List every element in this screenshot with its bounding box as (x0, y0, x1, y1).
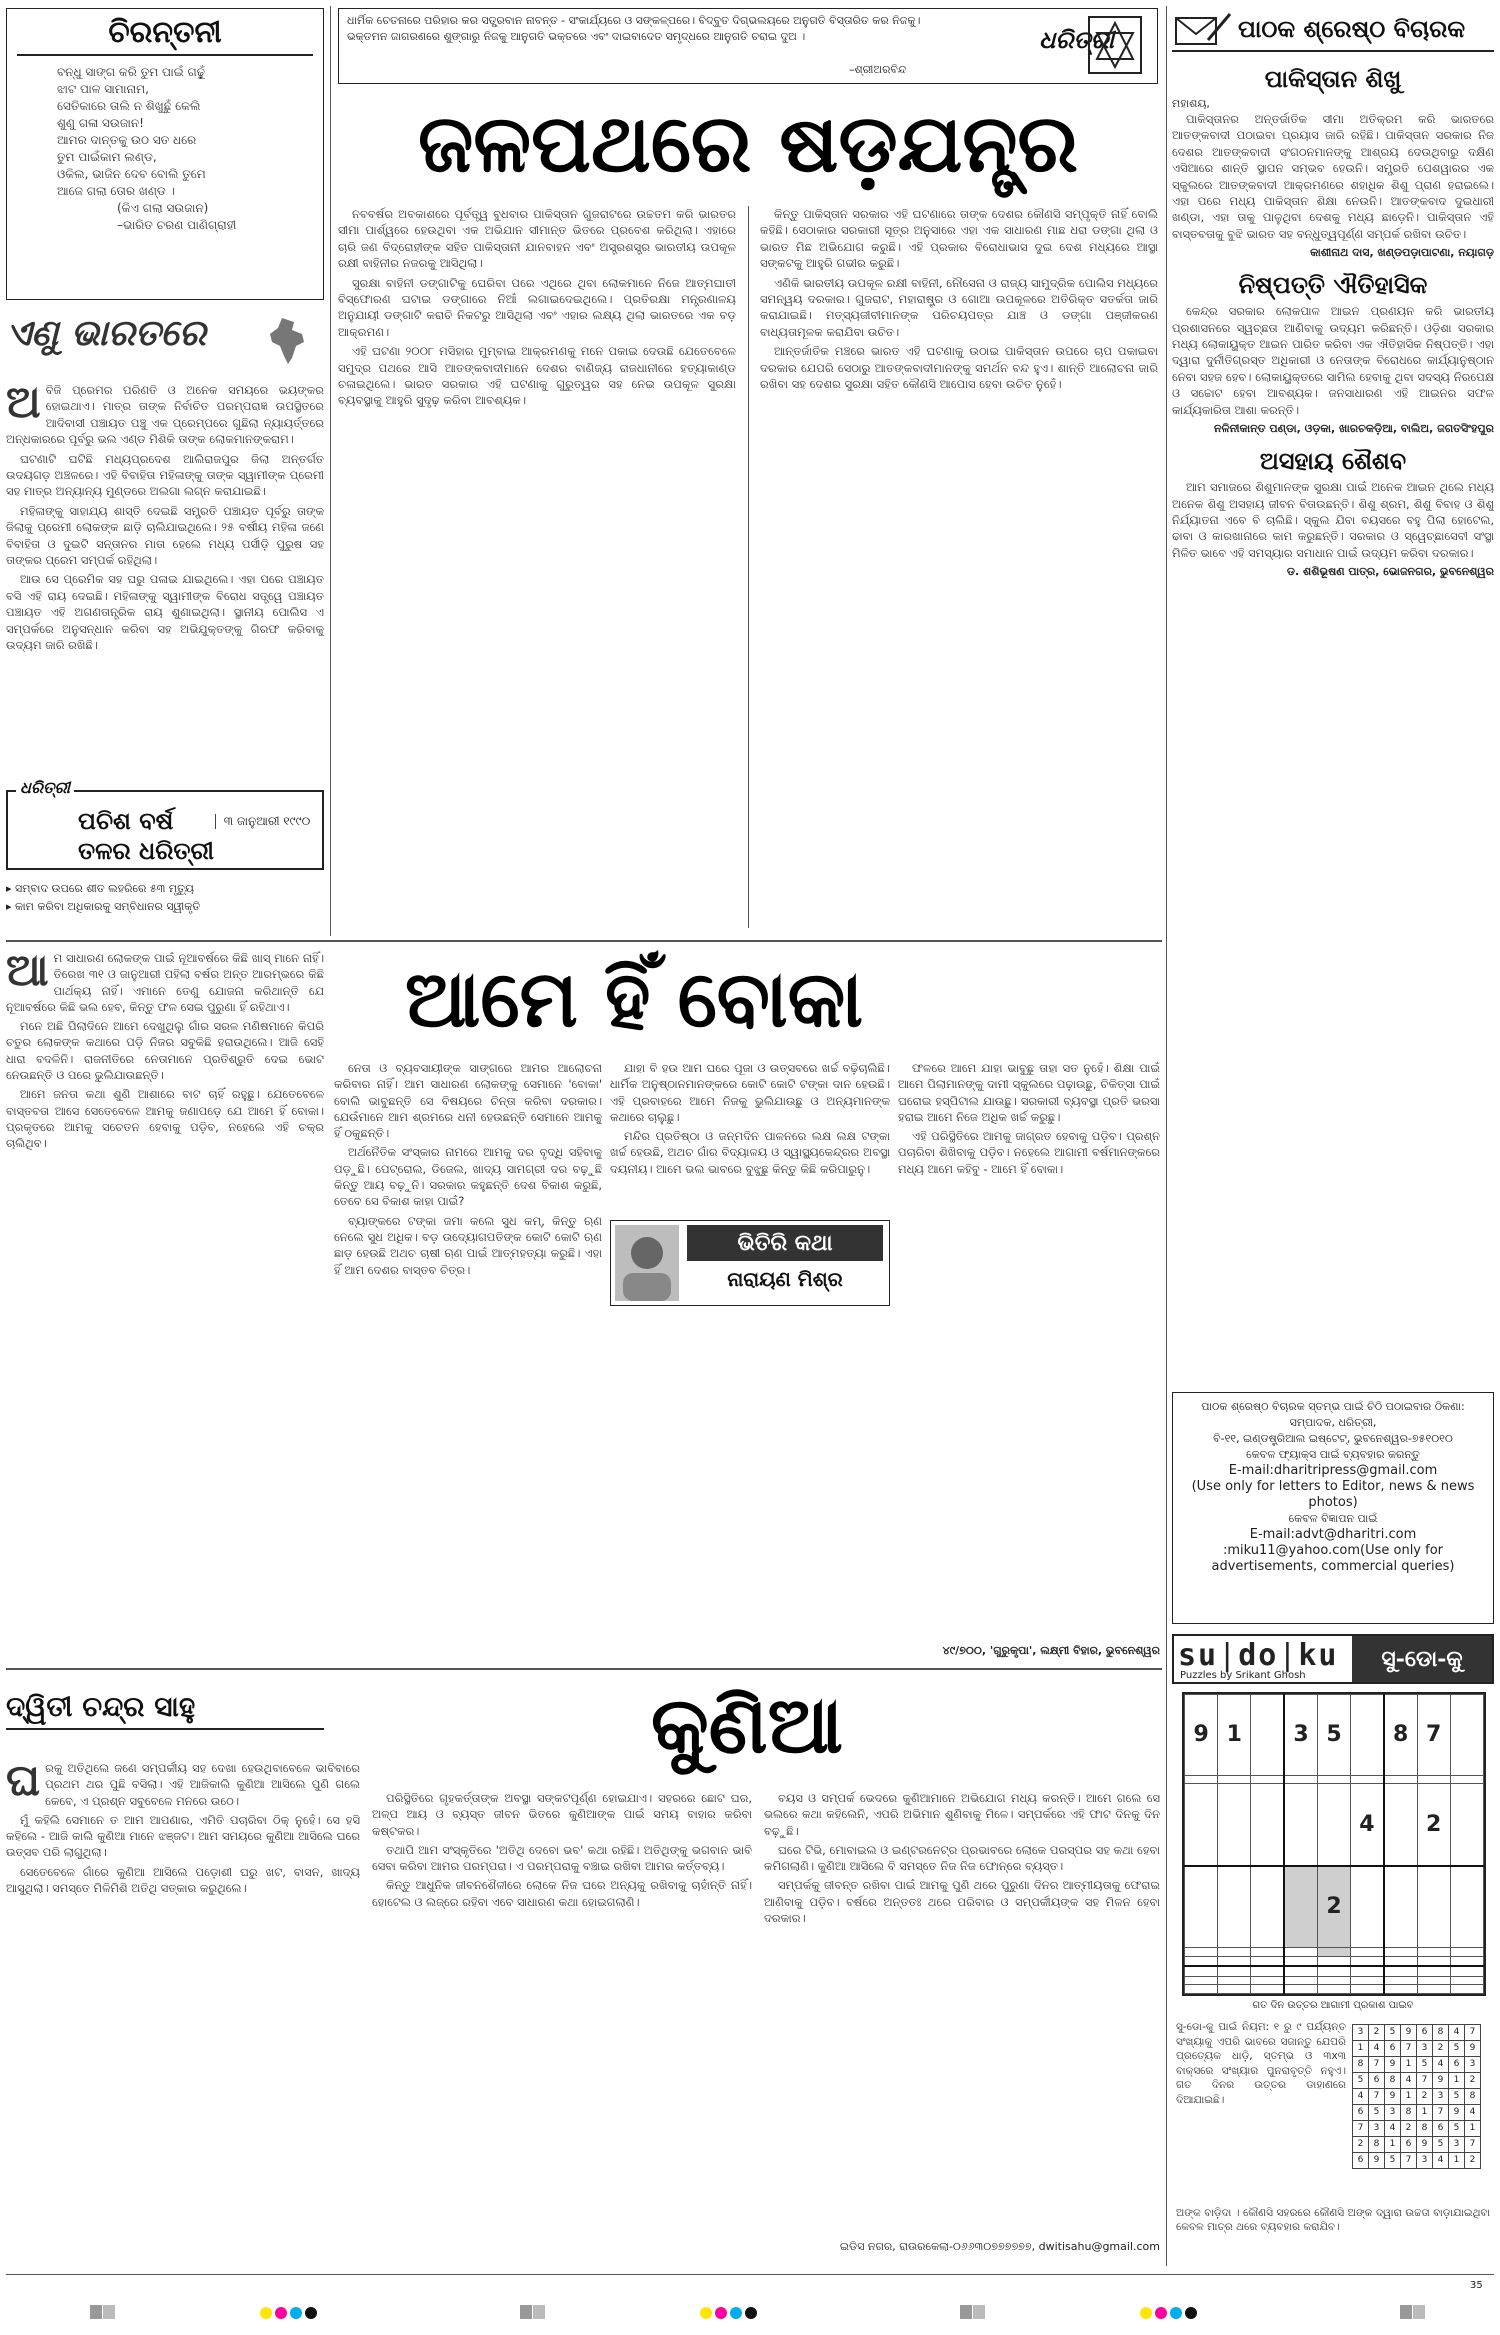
sudoku-cell[interactable] (1218, 1866, 1251, 1948)
chirantani-box (6, 8, 324, 300)
solution-cell: 7 (1433, 2105, 1449, 2121)
sudoku-cell[interactable] (1251, 1985, 1284, 1994)
contact-email-advt-note[interactable]: :miku11@yahoo.com(Use only for advertisements, commercial queries) (1211, 1543, 1455, 1574)
sudoku-cell[interactable] (1351, 1985, 1384, 1994)
sudoku-cell[interactable] (1384, 1976, 1417, 1985)
star-emblem-icon (1087, 15, 1143, 75)
ajibharat-logo (6, 312, 324, 372)
sudoku-cell[interactable]: 3 (1284, 1695, 1317, 1776)
sudoku-cell[interactable] (1317, 1966, 1350, 1976)
sudoku-cell[interactable] (1384, 1775, 1417, 1784)
sudoku-cell[interactable] (1351, 1956, 1384, 1966)
solution-cell: 3 (1433, 2089, 1449, 2105)
sudoku-cell[interactable] (1384, 1956, 1417, 1966)
sudoku-cell[interactable]: 7 (1417, 1695, 1450, 1776)
solution-cell: 7 (1417, 2073, 1433, 2089)
sudoku-cell[interactable] (1450, 1948, 1483, 1957)
editorial3-footer: ଇଡିସ ନଗର, ରାଉରକେଲା-୦୬୬୩୦୭୭୭୭୭୭, dwitisahu@gmail.com (839, 2240, 1160, 2253)
solution-cell: 3 (1417, 2153, 1433, 2169)
paragraph: ଆଉ ସେ ପ୍ରେମିକ ସହ ଘରୁ ପଳାଇ ଯାଇଥିଲେ। ଏହା ପରେ ପଞ୍ଚାୟତ ବସି ଏହି ରାୟ ଦେଇଛି। ମହିଳାଙ୍କୁ ସ୍ୱାମୀଙ୍କ ବିରୋଧ ସତ୍ତ୍ୱେ ପଞ୍ଚାୟତ ପଞ୍ଚାୟତ ଏହି ଅଗଣତାନ୍ତ୍ରିକ ରାୟ ଶୁଣାଇଥିଲା। ସ୍ଥାନୀୟ ପୋଲିସ ଏ ସମ୍ପର୍କରେ ଅନୁସନ୍ଧାନ କରିବା ସହ ଅଭିଯୁକ୍ତଙ୍କୁ ଗିରଫ କରିବାକୁ ଉଦ୍ୟମ ଜାରି ରଖିଛି। (6, 572, 324, 653)
poem-line: ଝାଟ ପାଳ ସାମାନାମ, (57, 82, 149, 96)
letter-body: ପାକିସ୍ତାନର ଅନ୍ତର୍ଜାତିକ ସୀମା ଅତିକ୍ରମ କରି ଭାରତରେ ଆତଙ୍କବାଦୀ ପଠାଇବା ପ୍ରୟାସ ଜାରି ରହିଛି। ପାକିସ୍ତାନ ସରକାର ନିଜ ଦେଶର ଆତଙ୍କବାଦୀ ସଂଗଠନମାନଙ୍କୁ ଆଶ୍ରୟ ଦେଉଥିବାରୁ ଦକ୍ଷିଣ ଏସିଆରେ ଶାନ୍ତି ସ୍ଥାପନ ସମ୍ଭବ ହେଉନି। ସମ୍ପ୍ରତି ପେଶୱାରର ଏକ ସ୍କୁଲରେ ଆତଙ୍କବାଦୀ ଆକ୍ରମଣରେ ଶହାଧିକ ଶିଶୁ ପ୍ରାଣ ହରାଇଲେ। ଏହା ପରେ ମଧ୍ୟ ପାକିସ୍ତାନ ଶିକ୍ଷା ନେଉନି। ଆତଙ୍କବାଦ ଦୁଇଧାରୀ ଖଣ୍ଡା, ଏହା ତାକୁ ପାଳୁଥିବା ଦେଶକୁ ମଧ୍ୟ ଛାଡ଼େନି। ପାକିସ୍ତାନ ଏହି ବାସ୍ତବତାକୁ ବୁଝି ଭାରତ ସହ ବନ୍ଧୁତ୍ୱପୂର୍ଣ୍ଣ ସମ୍ପର୍କ ରଖିବା ଉଚିତ। (1172, 112, 1494, 241)
solution-cell: 5 (1449, 2089, 1465, 2105)
solution-cell: 8 (1353, 2057, 1369, 2073)
solution-cell: 1 (1353, 2041, 1369, 2057)
solution-cell: 9 (1433, 2073, 1449, 2089)
sudoku-cell[interactable] (1218, 1948, 1251, 1957)
solution-cell: 2 (1465, 2153, 1481, 2169)
solution-cell: 8 (1433, 2025, 1449, 2041)
solution-cell: 9 (1401, 2025, 1417, 2041)
sudoku-cell[interactable] (1284, 1956, 1317, 1966)
paragraph: ଘରେ ଟିଭି, ମୋବାଇଲ ଓ ଇଣ୍ଟରନେଟ୍‌ର ପ୍ରଭାବରେ ଲୋକେ ପରସ୍ପର ସହ କଥା ହେବା କମିଗଲାଣି। କୁଣିଆ ଆସିଲେ ବି ସମସ୍ତେ ନିଜ ନିଜ ଫୋନ୍‌ରେ ବ୍ୟସ୍ତ। (764, 1842, 1160, 1874)
bullet-item (6, 880, 324, 898)
sudoku-cell[interactable] (1284, 1948, 1317, 1957)
solution-cell: 7 (1353, 2121, 1369, 2137)
editorial3-column-2 (372, 1790, 752, 2256)
paragraph: ଏଣିକି ଭାରତୀୟ ଉପକୂଳ ରକ୍ଷୀ ବାହିନୀ, ନୌସେନା ଓ ରାଜ୍ୟ ସାମୁଦ୍ରିକ ପୋଲିସ ମଧ୍ୟରେ ସମନ୍ୱୟ ଦରକାର। ଗୁଜରାଟ, ମହାରାଷ୍ଟ୍ର ଓ ଗୋଆ ଉପକୂଳରେ ଅତିରିକ୍ତ ସତର୍କତା ଜାରି କରାଯାଇଛି। ମତ୍ସ୍ୟଜୀବୀମାନଙ୍କ ପରିଚୟପତ୍ର ଯାଞ୍ଚ ଓ ଡଙ୍ଗା ପଞ୍ଜୀକରଣ ବାଧ୍ୟତାମୂଳକ କରାଯିବା ଉଚିତ। (760, 275, 1158, 339)
paragraph: ସୁରକ୍ଷା ବାହିନୀ ଡଙ୍ଗାଟିକୁ ଘେରିବା ପରେ ଏଥିରେ ଥିବା ଲୋକମାନେ ନିଜେ ଆତ୍ମଘାତୀ ବିସ୍ଫୋରଣ ଘଟାଇ ଡଙ୍ଗାରେ ନିଆଁ ଲଗାଇଦେଇଥିଲେ। ପ୍ରତିରକ୍ଷା ମନ୍ତ୍ରଣାଳୟ ଅନୁଯାୟୀ ଡଙ୍ଗାଟି କରାଚି ନିକଟରୁ ଆସିଥିଲା ଏବଂ ଏହାର ଲକ୍ଷ୍ୟ ଥିଲା ଭାରତରେ ଏକ ବଡ଼ ଆକ୍ରମଣ। (338, 275, 736, 339)
solution-cell: 5 (1417, 2057, 1433, 2073)
solution-cell: 6 (1433, 2121, 1449, 2137)
solution-cell: 9 (1385, 2089, 1401, 2105)
editorial2-address: ୪୯/୭୦୦, 'ଗୁରୁକୃପା', ଲକ୍ଷ୍ମୀ ବିହାର, ଭୁବନେଶ୍ୱର (942, 1644, 1160, 1657)
column-author: ନାରାୟଣ ମିଶ୍ର (727, 1267, 843, 1291)
solution-cell: 1 (1449, 2153, 1465, 2169)
solution-cell: 6 (1401, 2137, 1417, 2153)
paragraph: ନବବର୍ଷର ଅବକାଶରେ ପୂର୍ବତ୍ତ୍ୱ ବୁଧବାର ପାକିସ୍ତାନ ଗୁଜରାଟରେ ଉଚ୍ଚତମ କରି ଭାରତର ସୀମା ପାର୍ଶ୍ୱରେ ହେଉଥିବା ଏକ ଅଭିଯାନ ସୀମାନ୍ତ ଭିତରେ ପ୍ରବେଶ କରିଥିଲା। ଏହାରେ ଚାରି ଜଣ ବିଦ୍ରୋହୀଙ୍କ ସହିତ ପାକିସ୍ତାନୀ ଯାନବାହନ ଏବଂ ଅସ୍ତ୍ରଶସ୍ତ୍ର ଭାରତୀୟ ଉପକୂଳ ରକ୍ଷୀ ବାହିନୀର ନଜରକୁ ଆସିଥିଲା। (338, 207, 736, 271)
paragraph: ଏହି ଘଟଣା ୨୦୦୮ ମସିହାର ମୁମ୍ବାଇ ଆକ୍ରମଣକୁ ମନେ ପକାଇ ଦେଉଛି ଯେତେବେଳେ ସମୁଦ୍ର ପଥରେ ଆସି ଆତଙ୍କବାଦୀମାନେ ଦେଶର ବାଣିଜ୍ୟ ରାଜଧାନୀରେ ହତ୍ୟାକାଣ୍ଡ ଚଳାଇଥିଲେ। ଭାରତ ସରକାର ଏହି ଘଟଣାକୁ ଗୁରୁତ୍ୱର ସହ ନେଇ ଉପକୂଳ ସୁରକ୍ଷା ବ୍ୟବସ୍ଥାକୁ ଆହୁରି ସୁଦୃଢ଼ କରିବା ଆବଶ୍ୟକ। (338, 344, 736, 408)
editorial2-headline: ଆମେ ହିଁ ବୋକା (404, 954, 864, 1045)
contact-email-editor[interactable]: E-mail:dharitripress@gmail.com (1228, 1463, 1438, 1478)
india-map-icon (262, 316, 312, 366)
paragraph: ମନେ ଅଛି ପିଲାଦିନେ ଆମେ ଦେଖୁଥିଲୁ ଗାଁର ସରଳ ମଣିଷମାନେ କିପରି ଚତୁର ଲୋକଙ୍କ କଥାରେ ପଡ଼ି ନିଜର ସବୁକିଛି ହରାଉଥିଲେ। ଆଜି ସେହି ଧାରା ବଦଳିନି। ରାଜନୀତିରେ ନେତାମାନେ ପ୍ରତିଶ୍ରୁତି ଦେଇ ଭୋଟ ନେଉଛନ୍ତି ଓ ପରେ ଭୁଲିଯାଉଛନ୍ତି। (6, 1019, 324, 1083)
sudoku-cell[interactable] (1450, 1866, 1483, 1948)
editorial2-column-1 (6, 950, 324, 1660)
solution-cell: 7 (1401, 2153, 1417, 2169)
poem-line: ଆମର ଦାନ୍ତକୁ ଉଠ ସତ ଧରେ (57, 133, 197, 147)
sudoku-cell[interactable] (1218, 1985, 1251, 1994)
sudoku-cell[interactable] (1317, 1948, 1350, 1957)
sudoku-cell[interactable] (1317, 1775, 1350, 1784)
column-title: ଭିତିରି କଥା (687, 1225, 883, 1261)
solution-cell: 3 (1369, 2121, 1385, 2137)
poem-line: ତୁମ ପାଇଁକାମ ଲଣ୍ଡ, (57, 150, 157, 164)
sudoku-cell[interactable] (1384, 1985, 1417, 1994)
letter-title: ନିଷ୍ପତ୍ତି ଐତିହାସିକ (1238, 270, 1428, 300)
editorial1-headline: ଜଳପଥରେ ଷଡ଼ଯନ୍ତ୍ର (417, 96, 1078, 190)
solution-cell: 4 (1385, 2121, 1401, 2137)
sudoku-cell[interactable] (1417, 1976, 1450, 1985)
sudoku-cell[interactable]: 2 (1317, 1866, 1350, 1948)
sudoku-cell[interactable] (1317, 1956, 1350, 1966)
sudoku-cell[interactable] (1251, 1976, 1284, 1985)
sudoku-cell[interactable] (1450, 1695, 1483, 1776)
paragraph: ଆମେ ଜନତା କଥା ଶୁଣି ଆଶାରେ ବାଟ ଚାହିଁ ରହୁଛୁ। ଯେତେବେଳେ ବାସ୍ତବତା ଆସେ ସେତେବେଳେ ଆମକୁ ଜଣାପଡ଼େ ଯେ ଆମେ ହିଁ ବୋକା। ପ୍ରକୃତରେ ଆମକୁ ସଚେତନ ହେବାକୁ ପଡ଼ିବ, ନହେଲେ ଏହି ଚକ୍ର ଚାଲିଥିବ। (6, 1087, 324, 1151)
solution-cell: 5 (1385, 2153, 1401, 2169)
sudoku-cell[interactable] (1384, 1866, 1417, 1948)
reader-header-title: ପାଠକ ଶ୍ରେଷ୍ଠ ବିଚାରକ (1238, 14, 1466, 43)
editorial2-column-2 (334, 1060, 602, 1660)
solution-cell: 7 (1369, 2089, 1385, 2105)
sudoku-cell[interactable] (1417, 1775, 1450, 1784)
triangle-bullet-icon: ▸ (6, 900, 16, 913)
solution-cell: 3 (1353, 2025, 1369, 2041)
sudoku-cell[interactable] (1185, 1866, 1218, 1948)
paragraph: ଆମ ସାଧାରଣ ଲୋକଙ୍କ ପାଇଁ ନୂଆବର୍ଷରେ କିଛି ଖାସ୍ ମାନେ ନାହିଁ। ତିରେଖ ୩୧ ଓ ଜାନୁଆରୀ ପହିଲା ବର୍ଷର ଅନ୍ତ ଆରମ୍ଭରେ କିଛି ପାର୍ଥକ୍ୟ ନାହିଁ। ଏମାନେ ତେଣୁ ଯୋଜନା କରିଥାନ୍ତି ଯେ ନୂଆବର୍ଷରେ କିଛି ଭଲ ହେବ, କିନ୍ତୁ ଫଳ ସେଇ ପୁରୁଣା ହିଁ ରହିଥାଏ। (6, 950, 324, 1014)
solution-cell: 6 (1369, 2073, 1385, 2089)
solution-cell: 7 (1465, 2137, 1481, 2153)
editorial3-author: ଦ୍ୱିତୀ ଚନ୍ଦ୍ର ସାହୁ (6, 1690, 324, 1730)
sudoku-cell[interactable] (1417, 1966, 1450, 1976)
solution-cell: 4 (1353, 2089, 1369, 2105)
editorial3-column-1 (6, 1760, 360, 2256)
sudoku-cell[interactable]: 4 (1351, 1784, 1384, 1866)
solution-cell: 5 (1449, 2041, 1465, 2057)
contact-fax: କେବଳ ଫ୍ୟାକ୍ସ ପାଇଁ ବ୍ୟବହାର କରନ୍ତୁ (1246, 1448, 1420, 1461)
letter-title: ପାକିସ୍ତାନ ଶିଖୁ (1264, 64, 1402, 93)
sudoku-header: su|do|ku Puzzles by Srikant Ghosh ସୁ-ଡୋ-କୁ (1172, 1634, 1494, 1684)
solution-cell: 9 (1385, 2057, 1401, 2073)
sudoku-cell[interactable] (1384, 1784, 1417, 1866)
solution-cell: 6 (1449, 2057, 1465, 2073)
sudoku-cell[interactable] (1284, 1775, 1317, 1784)
sudoku-cell[interactable] (1251, 1695, 1284, 1776)
quote-author: –ଶ୍ରୀଅରବିନ୍ଦ (849, 63, 907, 76)
bullet-text: କାମ କରିବା ଅଧିକାରକୁ ସମ୍ବିଧାନର ସ୍ୱୀକୃତି (15, 900, 201, 913)
sudoku-cell[interactable] (1251, 1866, 1284, 1948)
sudoku-answer-note: ଗତ ଦିନ ଉତ୍ତର ଆଗାମୀ ପ୍ରକାଶ ପାଇବ (1252, 2000, 1414, 2011)
sudoku-cell[interactable] (1351, 1948, 1384, 1957)
sudoku-cell[interactable] (1351, 1976, 1384, 1985)
sudoku-cell[interactable] (1185, 1784, 1218, 1866)
solution-cell: 4 (1401, 2073, 1417, 2089)
sudoku-cell[interactable] (1284, 1976, 1317, 1985)
solution-cell: 6 (1385, 2041, 1401, 2057)
solution-cell: 7 (1465, 2025, 1481, 2041)
sudoku-footnote: ଅଙ୍କ ବାଡ଼ିଦା । କୌଣସି ସହରରେ କୌଣସି ଅଙ୍କ ଦ୍ୱାରା ଉଚ୍ଚତା ବାଡ଼ାଯାଇଥିବା କେବଳ ମାତ୍ର ଥରେ ବ୍ୟବହାର କରାଯିବ। (1176, 2207, 1490, 2233)
sudoku-cell[interactable] (1185, 1966, 1218, 1976)
solution-cell: 9 (1465, 2041, 1481, 2057)
solution-cell: 4 (1433, 2057, 1449, 2073)
sudoku-cell[interactable] (1351, 1695, 1384, 1776)
solution-cell: 4 (1433, 2153, 1449, 2169)
solution-cell: 2 (1401, 2121, 1417, 2137)
ajibharat-story (6, 382, 324, 772)
paragraph: ଅର୍ଥନୈତିକ ସଂସ୍କାର ନାମରେ ଆମକୁ ଦର ବୃଦ୍ଧି ସହିବାକୁ ପଡ଼ୁଛି। ପେଟ୍ରୋଲ, ଡିଜେଲ, ଖାଦ୍ୟ ସାମଗ୍ରୀ ଦର ବଢ଼ୁଛି କିନ୍ତୁ ଆୟ ବଢ଼ୁନି। ସରକାର କହୁଛନ୍ତି ଦେଶ ବିକାଶ କରୁଛି, ତେବେ ସେ ବିକାଶ କାହା ପାଇଁ? (334, 1145, 602, 1209)
sudoku-cell[interactable] (1450, 1966, 1483, 1976)
triangle-bullet-icon: ▸ (6, 882, 16, 895)
solution-cell: 4 (1369, 2041, 1385, 2057)
quote-box (338, 8, 1158, 84)
solution-cell: 8 (1385, 2073, 1401, 2089)
sudoku-cell[interactable] (1251, 1775, 1284, 1784)
letter-signature: ଡ. ଶଶିଭୂଷଣ ପାତ୍ର, ଭୋଜନଗର, ଭୁବନେଶ୍ୱର (1286, 565, 1494, 579)
paragraph: କିନ୍ତୁ ପାକିସ୍ତାନ ସରକାର ଏହି ଘଟଣାରେ ତାଙ୍କ ଦେଶର କୌଣସି ସମ୍ପୃକ୍ତି ନାହିଁ ବୋଲି କହିଛି। ସେଠାକାର ସରକାରୀ ସୂତ୍ର ଅନୁସାରେ ଏହା ଏକ ସାଧାରଣ ମାଛ ଧରା ଡଙ୍ଗା ଥିଲା ଓ ଭାରତ ମିଛ ଅଭିଯୋଗ କରୁଛି। ଏହି ପ୍ରକାର ବିରୋଧାଭାସ ଦୁଇ ଦେଶ ମଧ୍ୟରେ ଆସ୍ଥା ସଙ୍କଟକୁ ଆହୁରି ଗଭୀର କରୁଛି। (760, 207, 1158, 271)
poem-line: ବନ୍ଧୁ ସାଙ୍ଗ କରି ତୁମ ପାଇଁ ଗଢ଼ୁଁ (57, 65, 206, 79)
editorial3-column-3 (764, 1790, 1160, 2230)
print-marks (0, 2300, 1500, 2330)
solution-cell: 8 (1401, 2105, 1417, 2121)
sudoku-cell[interactable] (1218, 1784, 1251, 1866)
solution-cell: 3 (1465, 2057, 1481, 2073)
author-photo (615, 1225, 679, 1301)
sudoku-cell[interactable] (1417, 1948, 1450, 1957)
solution-cell: 5 (1369, 2105, 1385, 2121)
solution-cell: 1 (1385, 2137, 1401, 2153)
sudoku-cell[interactable] (1185, 1976, 1218, 1985)
sudoku-cell[interactable] (1384, 1948, 1417, 1957)
sudoku-cell[interactable] (1384, 1966, 1417, 1976)
paragraph: ମୁଁ କହିଲି ସେମାନେ ତ ଆମ ଆପଣାର, ଏମିତି ପଚାରିବା ଠିକ୍ ନୁହେଁ। ସେ ହସି କହିଲେ - ଆଜି କାଲି କୁଣିଆ ମାନେ ଝଞ୍ଜଟ। ଆମ ସମୟରେ କୁଣିଆ ଆସିଲେ ଘରେ ଉତ୍ସବ ପରି ଲାଗୁଥିଲା। (6, 1812, 360, 1860)
sudoku-cell[interactable] (1351, 1966, 1384, 1976)
letter-body: କେନ୍ଦ୍ର ସରକାର ଲୋକପାଳ ଆଇନ ପ୍ରଣୟନ କରି ଭାରତୀୟ ପ୍ରଶାସନରେ ସ୍ୱଚ୍ଛତା ଆଣିବାକୁ ଉଦ୍ୟମ କରିଛନ୍ତି। ଓଡ଼ିଶା ସରକାର ମଧ୍ୟ ଲୋକାୟୁକ୍ତ ଆଇନ ପାରିତ କରିବା ଏକ ଐତିହାସିକ ନିଷ୍ପତ୍ତି। ଏହା ଦ୍ୱାରା ଦୁର୍ନୀତିଗ୍ରସ୍ତ ଅଧିକାରୀ ଓ ନେତାଙ୍କ ବିରୋଧରେ କାର୍ଯ୍ୟାନୁଷ୍ଠାନ ନେବା ସହଜ ହେବ। ଲୋକାୟୁକ୍ତରେ ସାମିଲ ହେବାକୁ ଥିବା ସଦସ୍ୟ ନିରପେକ୍ଷ ଓ ସଚ୍ଚୋଟ ହେବା ଆବଶ୍ୟକ। ଜନସାଧାରଣ ଏହି ଆଇନର ସଫଳ କାର୍ଯ୍ୟକାରିତା ଆଶା କରନ୍ତି। (1172, 304, 1494, 417)
paragraph: ଯାହା ବି ହଉ ଆମ ଘରେ ପୂଜା ଓ ଉତ୍ସବରେ ଖର୍ଚ୍ଚ ବଢ଼ିଚାଲିଛି। ଧାର୍ମିକ ଅନୁଷ୍ଠାନମାନଙ୍କରେ କୋଟି କୋଟି ଟଙ୍କା ଦାନ ହେଉଛି। ଏହି ପ୍ରବାହରେ ଆମେ ନିଜକୁ ଭୁଲିଯାଉଛୁ ଓ ଅନ୍ୟମାନଙ୍କ କଥାରେ ଚାଲୁଛୁ। (610, 1061, 890, 1124)
solution-cell: 7 (1401, 2041, 1417, 2057)
contact-email-advt[interactable]: E-mail:advt@dharitri.com (1249, 1527, 1417, 1542)
drop-cap: ଘ (6, 1760, 41, 1806)
paragraph: ଆନ୍ତର୍ଜାତିକ ମଞ୍ଚରେ ଭାରତ ଏହି ଘଟଣାକୁ ଉଠାଇ ପାକିସ୍ତାନ ଉପରେ ଚାପ ପକାଇବା ଦରକାର ଯେପରି ସେଠାରୁ ଆତଙ୍କବାଦୀମାନଙ୍କୁ ସମର୍ଥନ ବନ୍ଦ ହୁଏ। ଶାନ୍ତି ଆଲୋଚନା ଜାରି ରଖିବା ସହ ଦେଶର ସୁରକ୍ଷା ସହିତ କୌଣସି ଆପୋସ ହେବା ଉଚିତ ନୁହେଁ। (760, 344, 1158, 392)
pachisha-bullets (6, 880, 324, 916)
letter-salutation: ମହାଶୟ, (1172, 97, 1210, 110)
paragraph: ସମ୍ପର୍କକୁ ଜୀବନ୍ତ ରଖିବା ପାଇଁ ଆମକୁ ପୁଣି ଥରେ ପୁରୁଣା ଦିନର ଆତ୍ମୀୟତାକୁ ଫେରାଇ ଆଣିବାକୁ ପଡ଼ିବ। ବର୍ଷରେ ଅନ୍ତତଃ ଥରେ ପରିବାର ଓ ସମ୍ପର୍କୀୟଙ୍କ ସହ ମିଳନ ହେବା ଦରକାର। (764, 1878, 1160, 1926)
sudoku-title-part-3: ku (1298, 1638, 1339, 1673)
poem-line: (କିଏ ଗଲା ସଉଜାନ) (117, 201, 209, 215)
sudoku-cell[interactable] (1218, 1966, 1251, 1976)
solution-cell: 8 (1417, 2121, 1433, 2137)
solution-cell: 3 (1417, 2041, 1433, 2057)
sudoku-cell[interactable] (1185, 1948, 1218, 1957)
sudoku-cell[interactable]: 5 (1317, 1695, 1350, 1776)
sudoku-cell[interactable] (1417, 1956, 1450, 1966)
solution-cell: 5 (1449, 2121, 1465, 2137)
drop-cap: ଆ (6, 950, 49, 996)
paragraph: ବୟସ ଓ ସମ୍ପର୍କ ଭେଦରେ କୁଣିଆମାନେ ଅଭିଯୋଗ ମଧ୍ୟ କରନ୍ତି। ଆମେ ଗଲେ ସେ ଭଲରେ କଥା କହିଲେନି, ଏପରି ଅଭିମାନ ଶୁଣିବାକୁ ମିଳେ। ସମ୍ପର୍କରେ ଏହି ଫାଟ ଦିନକୁ ଦିନ ବଢ଼ୁଛି। (764, 1791, 1160, 1838)
letters-column (1172, 58, 1494, 1378)
solution-cell: 3 (1385, 2105, 1401, 2121)
pachisha-subtitle: ତଳର ଧରିତ୍ରୀ (78, 836, 214, 865)
solution-cell: 4 (1449, 2025, 1465, 2041)
sudoku-cell[interactable] (1450, 1784, 1483, 1866)
sudoku-cell[interactable] (1251, 1966, 1284, 1976)
sudoku-cell[interactable] (1284, 1784, 1317, 1866)
letter-body: ଆମ ସମାଜରେ ଶିଶୁମାନଙ୍କ ସୁରକ୍ଷା ପାଇଁ ଅନେକ ଆଇନ ଥିଲେ ମଧ୍ୟ ଅନେକ ଶିଶୁ ଅସହାୟ ଜୀବନ ବିତାଉଛନ୍ତି। ଶିଶୁ ଶ୍ରମ, ଶିଶୁ ବିବାହ ଓ ଶିଶୁ ନିର୍ଯ୍ୟାତନା ଏବେ ବି ଚାଲିଛି। ସ୍କୁଲ ଯିବା ବୟସରେ ବହୁ ପିଲା ହୋଟେଲ, ଢାବା ଓ କାରଖାନାରେ କାମ କରୁଛନ୍ତି। ସରକାର ଓ ସ୍ୱେଚ୍ଛାସେବୀ ସଂସ୍ଥା ମିଳିତ ଭାବେ ଏହି ସମସ୍ୟାର ସମାଧାନ ପାଇଁ ଉଦ୍ୟମ କରିବା ଦରକାର। (1172, 480, 1494, 560)
page-number: 35 (1470, 2280, 1483, 2291)
solution-cell: 6 (1353, 2153, 1369, 2169)
sudoku-cell[interactable] (1284, 1866, 1317, 1948)
editorial2-column-5 (610, 1316, 890, 1640)
editorial2-column-3 (610, 1060, 890, 1210)
editorial3-headline: କୁଣିଆ (650, 1680, 844, 1771)
sudoku-cell[interactable] (1417, 1985, 1450, 1994)
editorial1-column-1 (338, 206, 736, 928)
solution-cell: 1 (1417, 2105, 1433, 2121)
sudoku-cell[interactable] (1218, 1775, 1251, 1784)
sudoku-byline: Puzzles by Srikant Ghosh (1180, 1670, 1306, 1681)
sudoku-cell[interactable] (1351, 1775, 1384, 1784)
solution-cell: 2 (1369, 2025, 1385, 2041)
chirantani-poem (17, 64, 313, 234)
sudoku-cell[interactable] (1251, 1784, 1284, 1866)
sudoku-cell[interactable] (1185, 1956, 1218, 1966)
pachisha-title: ପଚିଶ ବର୍ଷ (78, 806, 174, 835)
paragraph: ବ୍ୟାଙ୍କରେ ଟଙ୍କା ଜମା କଲେ ସୁଧ କମ୍, କିନ୍ତୁ ଋଣ ନେଲେ ସୁଧ ଅଧିକ। ବଡ଼ ଉଦ୍ୟୋଗପତିଙ୍କ କୋଟି କୋଟି ଋଣ ଛାଡ଼ ହେଉଛି ଅଥଚ ଚାଷୀ ଋଣ ପାଇଁ ଆତ୍ମହତ୍ୟା କରୁଛି। ଏହା ହିଁ ଆମ ଦେଶର ବାସ୍ତବ ଚିତ୍ର। (334, 1213, 602, 1277)
letter (1172, 446, 1494, 579)
contact-email-editor-note: (Use only for letters to Editor, news & news photos) (1191, 1479, 1475, 1510)
sudoku-cell[interactable] (1450, 1976, 1483, 1985)
pachisha-box (6, 778, 324, 870)
sudoku-title-odia: ସୁ-ଡୋ-କୁ (1352, 1636, 1492, 1682)
sudoku-cell[interactable] (1317, 1985, 1350, 1994)
reader-header (1172, 8, 1494, 52)
chirantani-title: ଚିରନ୍ତନୀ (17, 15, 313, 56)
paragraph: ମନ୍ଦିର ପ୍ରତିଷ୍ଠା ଓ ଜନ୍ମଦିନ ପାଳନରେ ଲକ୍ଷ ଲକ୍ଷ ଟଙ୍କା ଖର୍ଚ୍ଚ ହେଉଛି, ଅଥଚ ଗାଁର ବିଦ୍ୟାଳୟ ଓ ସ୍ୱାସ୍ଥ୍ୟକେନ୍ଦ୍ରର ଅବସ୍ଥା ଦୟନୀୟ। ଆମେ ଭଲ ଭାବରେ ବୁଝୁଛୁ କିନ୍ତୁ କିଛି କରିପାରୁନୁ। (610, 1129, 890, 1176)
quote-text: ଧାର୍ମିକ ଚେତନାରେ ପରିହାର କର ସତ୍ପ୍ରବାନ ନାବନ୍ତ - ସଂକାର୍ଯ୍ୟରେ ଓ ସଙ୍କଳ୍ପରେ। ବିଦ୍ବୁତ ଦିଗ୍‌ଭଲୟରେ ଅନୁଗତି ବିସ୍ତାରିତ କର ନିଜକୁ। ଭକ୍ତମନ ଜାଗରଣରେ ଶୁଙ୍ଗାରୁ ନିଜକୁ ଆନୁଗତି ଭକ୍ତରେ ଏବଂ ଦାଇବାଦେତ ସମୃଦ୍ଧରେ ଆନୁଗତି ଚରାଇ ଦୁଅ । (347, 14, 921, 43)
sudoku-cell[interactable] (1284, 1966, 1317, 1976)
solution-cell: 6 (1417, 2025, 1433, 2041)
column-byline-box (610, 1220, 890, 1306)
poem-line: ଆଜେ ଗଲା ତୋର ଖଣ୍ଡ । (57, 184, 176, 198)
editorial2-column-4 (898, 1060, 1160, 1640)
sudoku-cell[interactable] (1251, 1948, 1284, 1957)
solution-cell: 6 (1353, 2105, 1369, 2121)
sudoku-cell[interactable]: 9 (1185, 1695, 1218, 1776)
sudoku-cell[interactable] (1251, 1956, 1284, 1966)
pachisha-masthead: ଧରିତ୍ରୀ (16, 778, 74, 798)
letter (1172, 270, 1494, 436)
sudoku-cell[interactable] (1450, 1775, 1483, 1784)
letter-signature: କାଶୀନାଥ ଦାସ, ଖଣ୍ଡପଡ଼ାପାଟଣା, ନୟାଗଡ଼ (1310, 246, 1494, 260)
contact-box (1172, 1392, 1494, 1624)
solution-cell: 2 (1465, 2073, 1481, 2089)
ajibharat-logo-text: ଏଣୁ ଭାରତରେ (6, 312, 206, 354)
sudoku-instructions: ସୁ-ଡୋ-କୁ ପାଇଁ ନିୟମ: ୧ ରୁ ୯ ପର୍ଯ୍ୟନ୍ତ ସଂଖ୍ୟାକୁ ଏପରି ଭାବରେ ସଜାନ୍ତୁ ଯେପରି ପ୍ରତ୍ୟେକ ଧାଡ଼ି, ସ୍ତମ୍ଭ ଓ ୩x୩ ବାକ୍ସରେ ସଂଖ୍ୟାର ପୁନରାବୃତ୍ତି ନହୁଏ। ଗତ ଦିନର ଉତ୍ତର ଡାହାଣରେ ଦିଆଯାଇଛି। (1176, 2021, 1346, 2106)
sudoku-solution (1352, 2024, 1481, 2169)
solution-cell: 9 (1417, 2137, 1433, 2153)
solution-cell: 7 (1369, 2057, 1385, 2073)
solution-cell: 1 (1449, 2073, 1465, 2089)
sudoku-cell[interactable] (1317, 1976, 1350, 1985)
paragraph: ତଥାପି ଆମ ସଂସ୍କୃତିରେ 'ଅତିଥି ଦେବୋ ଭବ' କଥା ରହିଛି। ଅତିଥିଙ୍କୁ ଭଗବାନ ଭାବି ସେବା କରିବା ଆମର ପରମ୍ପରା। ଏ ପରମ୍ପରାକୁ ବଞ୍ଚାଇ ରଖିବା ଆମର କର୍ତ୍ତବ୍ୟ। (372, 1842, 752, 1874)
paragraph: ଅବିଜି ପ୍ରେମର ପରିଣତି ଓ ଅନେକ ସମୟରେ ଭୟଙ୍କର ହୋଇଥାଏ। ମାତ୍ର ତାଙ୍କ ନିର୍ବାଚିତ ପରମ୍ପରାଜ୍ଞ ଉପସ୍ଥିତରେ ଆଦିବାସୀ ପଞ୍ଚାୟତ ପଞ୍ଚୁ ଏକ ପ୍ରେମ୍ପରେ ଗୁଛିଲା ନ୍ୟାୟର୍ତ୍ତରେ ଅନ୍ଧକାରରେ ପୂର୍ବରୁ ଭଲ ଏଣ୍ଡ ମିଶିକି ତାଙ୍କ ଲୋକମାନଙ୍କରାମ। (6, 382, 324, 447)
contact-intro: ପାଠକ ଶ୍ରେଷ୍ଠ ବିଚାରକ ସ୍ତମ୍ଭ ପାଇଁ ଚିଠି ପଠାଇବାର ଠିକଣା: ସମ୍ପାଦକ, ଧରିତ୍ରୀ, (1201, 1400, 1465, 1429)
sudoku-title-part-2: do (1238, 1638, 1279, 1673)
solution-cell: 2 (1353, 2137, 1369, 2153)
drop-cap: ଅ (6, 382, 41, 428)
envelope-pen-icon (1172, 10, 1232, 50)
pachisha-date: ୩ ଜାନୁଆରୀ ୧୯୯୦ (215, 814, 312, 829)
paragraph: କିନ୍ତୁ ଆଧୁନିକ ଜୀବନଶୈଳୀରେ ଲୋକେ ନିଜ ଘରେ ଅନ୍ୟକୁ ରଖିବାକୁ ଚାହାଁନ୍ତି ନାହିଁ। ହୋଟେଲ ଓ ଲଜ୍‌ରେ ରହିବା ଏବେ ସାଧାରଣ କଥା ହୋଇଗଲାଣି। (372, 1878, 752, 1909)
solution-cell: 9 (1369, 2153, 1385, 2169)
poem-line: ଶୁଣୁ ଗଳା ସଉଜାନ! (57, 116, 144, 130)
editorial1-column-2 (760, 206, 1158, 928)
sudoku-cell[interactable]: 8 (1384, 1695, 1417, 1776)
solution-cell: 1 (1465, 2121, 1481, 2137)
paragraph: ନେତା ଓ ବ୍ୟବସାୟୀଙ୍କ ସାଙ୍ଗରେ ଆମର ଆଲୋଚନା କରିବାର ନାହିଁ। ଆମ ସାଧାରଣ ଲୋକଙ୍କୁ ସେମାନେ 'ବୋକା' ବୋଲି ଭାବୁଛନ୍ତି ସେ ବିଷୟରେ ଚିନ୍ତା କରିବା ଦରକାର। ଯେଉଁମାନେ ଆମ ଶ୍ରମରେ ଧନୀ ହେଉଛନ୍ତି ସେମାନେ ଆମକୁ ହିଁ ଠକୁଛନ୍ତି। (334, 1061, 602, 1141)
sudoku-cell[interactable] (1351, 1866, 1384, 1948)
sudoku-cell[interactable] (1450, 1985, 1483, 1994)
sudoku-cell[interactable] (1218, 1956, 1251, 1966)
sudoku-cell[interactable] (1417, 1866, 1450, 1948)
solution-cell: 8 (1369, 2137, 1385, 2153)
bullet-text: ସମ୍ବାଦ ଉପରେ ଶୀତ ଲହରିରେ ୫୩ ମୃତ୍ୟୁ (15, 882, 194, 895)
solution-cell: 1 (1401, 2057, 1417, 2073)
sudoku-cell[interactable] (1185, 1775, 1218, 1784)
solution-cell: 2 (1417, 2089, 1433, 2105)
paragraph: ଘଟଣାଟି ଘଟିଛି ମଧ୍ୟପ୍ରଦେଶ ଆଲିରାଜପୁର ଜିଲା ଅନ୍ତର୍ଗତ ଉଦୟଗଡ଼ ଅଞ୍ଚଳରେ। ଏହି ବିବାହିତା ମହିଳାଙ୍କୁ ତାଙ୍କ ସ୍ୱାମୀଙ୍କ ପ୍ରେମୀ ସହ ମାତ୍ର ଅନ୍ୟାନ୍ୟ ମୁଣ୍ଡରେ ଅଲଗା ଲଗ୍ନ କରାଯାଇଛି। (6, 451, 324, 499)
paragraph: ଫଳରେ ଆମେ ଯାହା ଭାବୁଛୁ ତାହା ସତ ନୁହେଁ। ଶିକ୍ଷା ପାଇଁ ଆମେ ପିଲାମାନଙ୍କୁ ଦାମୀ ସ୍କୁଲରେ ପଢ଼ାଉଛୁ, ଚିକିତ୍ସା ପାଇଁ ଘରୋଇ ହସ୍ପିଟାଲ ଯାଉଛୁ। ସରକାରୀ ବ୍ୟବସ୍ଥା ପ୍ରତି ଭରସା ହରାଇ ଆମେ ନିଜେ ଅଧିକ ଖର୍ଚ୍ଚ କରୁଛୁ। (898, 1061, 1160, 1124)
sudoku-title-part-1: su (1178, 1638, 1219, 1673)
letter-title: ଅସହାୟ ଶୈଶବ (1259, 446, 1407, 476)
bullet-item (6, 898, 324, 916)
solution-cell: 4 (1465, 2105, 1481, 2121)
solution-cell: 3 (1449, 2137, 1465, 2153)
sudoku-cell[interactable] (1218, 1976, 1251, 1985)
paragraph: ଏହି ପରିସ୍ଥିତିରେ ଆମକୁ ଜାଗ୍ରତ ହେବାକୁ ପଡ଼ିବ। ପ୍ରଶ୍ନ ପଚାରିବା ଶିଖିବାକୁ ପଡ଼ିବ। ନହେଲେ ଆଗାମୀ ବର୍ଷମାନଙ୍କରେ ମଧ୍ୟ ଆମେ କହିବୁ - ଆମେ ହିଁ ବୋକା। (898, 1129, 1160, 1176)
sudoku-cell[interactable] (1284, 1985, 1317, 1994)
sudoku-grid[interactable] (1182, 1692, 1486, 1996)
paragraph: ମହିଳାଙ୍କୁ ସାହାଯ୍ୟ ଶାସ୍ତି ଦେଇଛି ସମ୍ପ୍ରତି ପଞ୍ଚାୟତ ପୂର୍ବରୁ ତାଙ୍କ ଜିଲାକୁ ପ୍ରେମୀ ଲୋକଙ୍କ ଛାଡ଼ି ଚାଲିଯାଇଥିଲେ। ୨୫ ବର୍ଷୀୟ ମହିଳା ଜଣେ ବିବାହିତା ଓ ଦୁଇଟି ସନ୍ତାନର ମାତା ହେଲେ ମଧ୍ୟ ପର୍ସୀଡ଼ି ପୁରୁଷ ସହ ତାଙ୍କର ପ୍ରେମ ସମ୍ପର୍କ ରହିଥିଲା। (6, 503, 324, 568)
paragraph: ସେତେବେଳେ ଗାଁରେ କୁଣିଆ ଆସିଲେ ପଡ଼ୋଶୀ ଘରୁ ଖଟ, ବାସନ, ଖାଦ୍ୟ ଆସୁଥିଲା। ସମସ୍ତେ ମିଳିମିଶି ଅତିଥି ସତ୍କାର କରୁଥିଲେ। (6, 1864, 360, 1896)
solution-cell: 5 (1433, 2137, 1449, 2153)
quote-masthead: ଧରିତ୍ରୀ (1039, 25, 1114, 54)
poem-line: –ଭାରିତ ଚରଣ ପାଣିଗ୍ରାହୀ (117, 218, 237, 232)
solution-cell: 5 (1353, 2073, 1369, 2089)
letter (1172, 64, 1494, 260)
solution-cell: 9 (1449, 2105, 1465, 2121)
sudoku-cell[interactable] (1317, 1784, 1350, 1866)
solution-cell: 1 (1401, 2089, 1417, 2105)
poem-line: ସେତିକାରେ ତାଲି ନ ଶିଖୁଛୁଁ କେଲି (57, 99, 201, 113)
solution-cell: 5 (1385, 2025, 1401, 2041)
sudoku-cell[interactable] (1185, 1985, 1218, 1994)
poem-line: ଓକିଲ, ଭାଜିନ ଦେବ ବୋଲି ତୁମେ (57, 167, 206, 181)
contact-email-other: କେବଳ ବିଜ୍ଞାପନ ପାଇଁ (1288, 1512, 1378, 1525)
contact-address: ବି-୧୧, ଇଣ୍ଡଷ୍ଟ୍ରିଆଲ ଇଷ୍ଟେଟ୍, ଭୁବନେଶ୍ୱର-୭୫୧୦୧୦ (1213, 1432, 1453, 1445)
sudoku-cell[interactable] (1450, 1956, 1483, 1966)
solution-cell: 2 (1433, 2041, 1449, 2057)
sudoku-cell[interactable]: 2 (1417, 1784, 1450, 1866)
paragraph: ଘରକୁ ଅତିଥିଲେ ଜଣେ ସମ୍ପର୍କୀୟ ସହ ଦେଖା ହେଉଥିବାବେଳେ ଭାବିବାରେ ପ୍ରଥମ ଥର ପୁଛି ବସିଲା। ଏହି ଆଜିକାଲି କୁଣିଆ ଆସିଲେ ପୁଣି ଗଲେ କେବେ, ଏ ପ୍ରଶ୍ନ ସବୁବେଳେ ମନରେ ଉଠେ। (6, 1760, 360, 1808)
sudoku-cell[interactable]: 1 (1218, 1695, 1251, 1776)
solution-cell: 8 (1465, 2089, 1481, 2105)
paragraph: ପରିସ୍ଥିତିରେ ଗୃହକର୍ତ୍ତାଙ୍କ ଅବସ୍ଥା ସଙ୍କଟପୂର୍ଣ୍ଣ ହୋଇଯାଏ। ସହରରେ ଛୋଟ ଘର, ଅଳ୍ପ ଆୟ ଓ ବ୍ୟସ୍ତ ଜୀବନ ଭିତରେ କୁଣିଆଙ୍କ ପାଇଁ ସମୟ ବାହାର କରିବା କଷ୍ଟକର। (372, 1791, 752, 1838)
letter-signature: ନଳିନୀକାନ୍ତ ପଣ୍ଡା, ଓଡ଼କା, ଖାରଚକଡ଼ିଆ, ବାଲିଅ, ଜଗତସିଂହପୁର (1214, 422, 1494, 436)
